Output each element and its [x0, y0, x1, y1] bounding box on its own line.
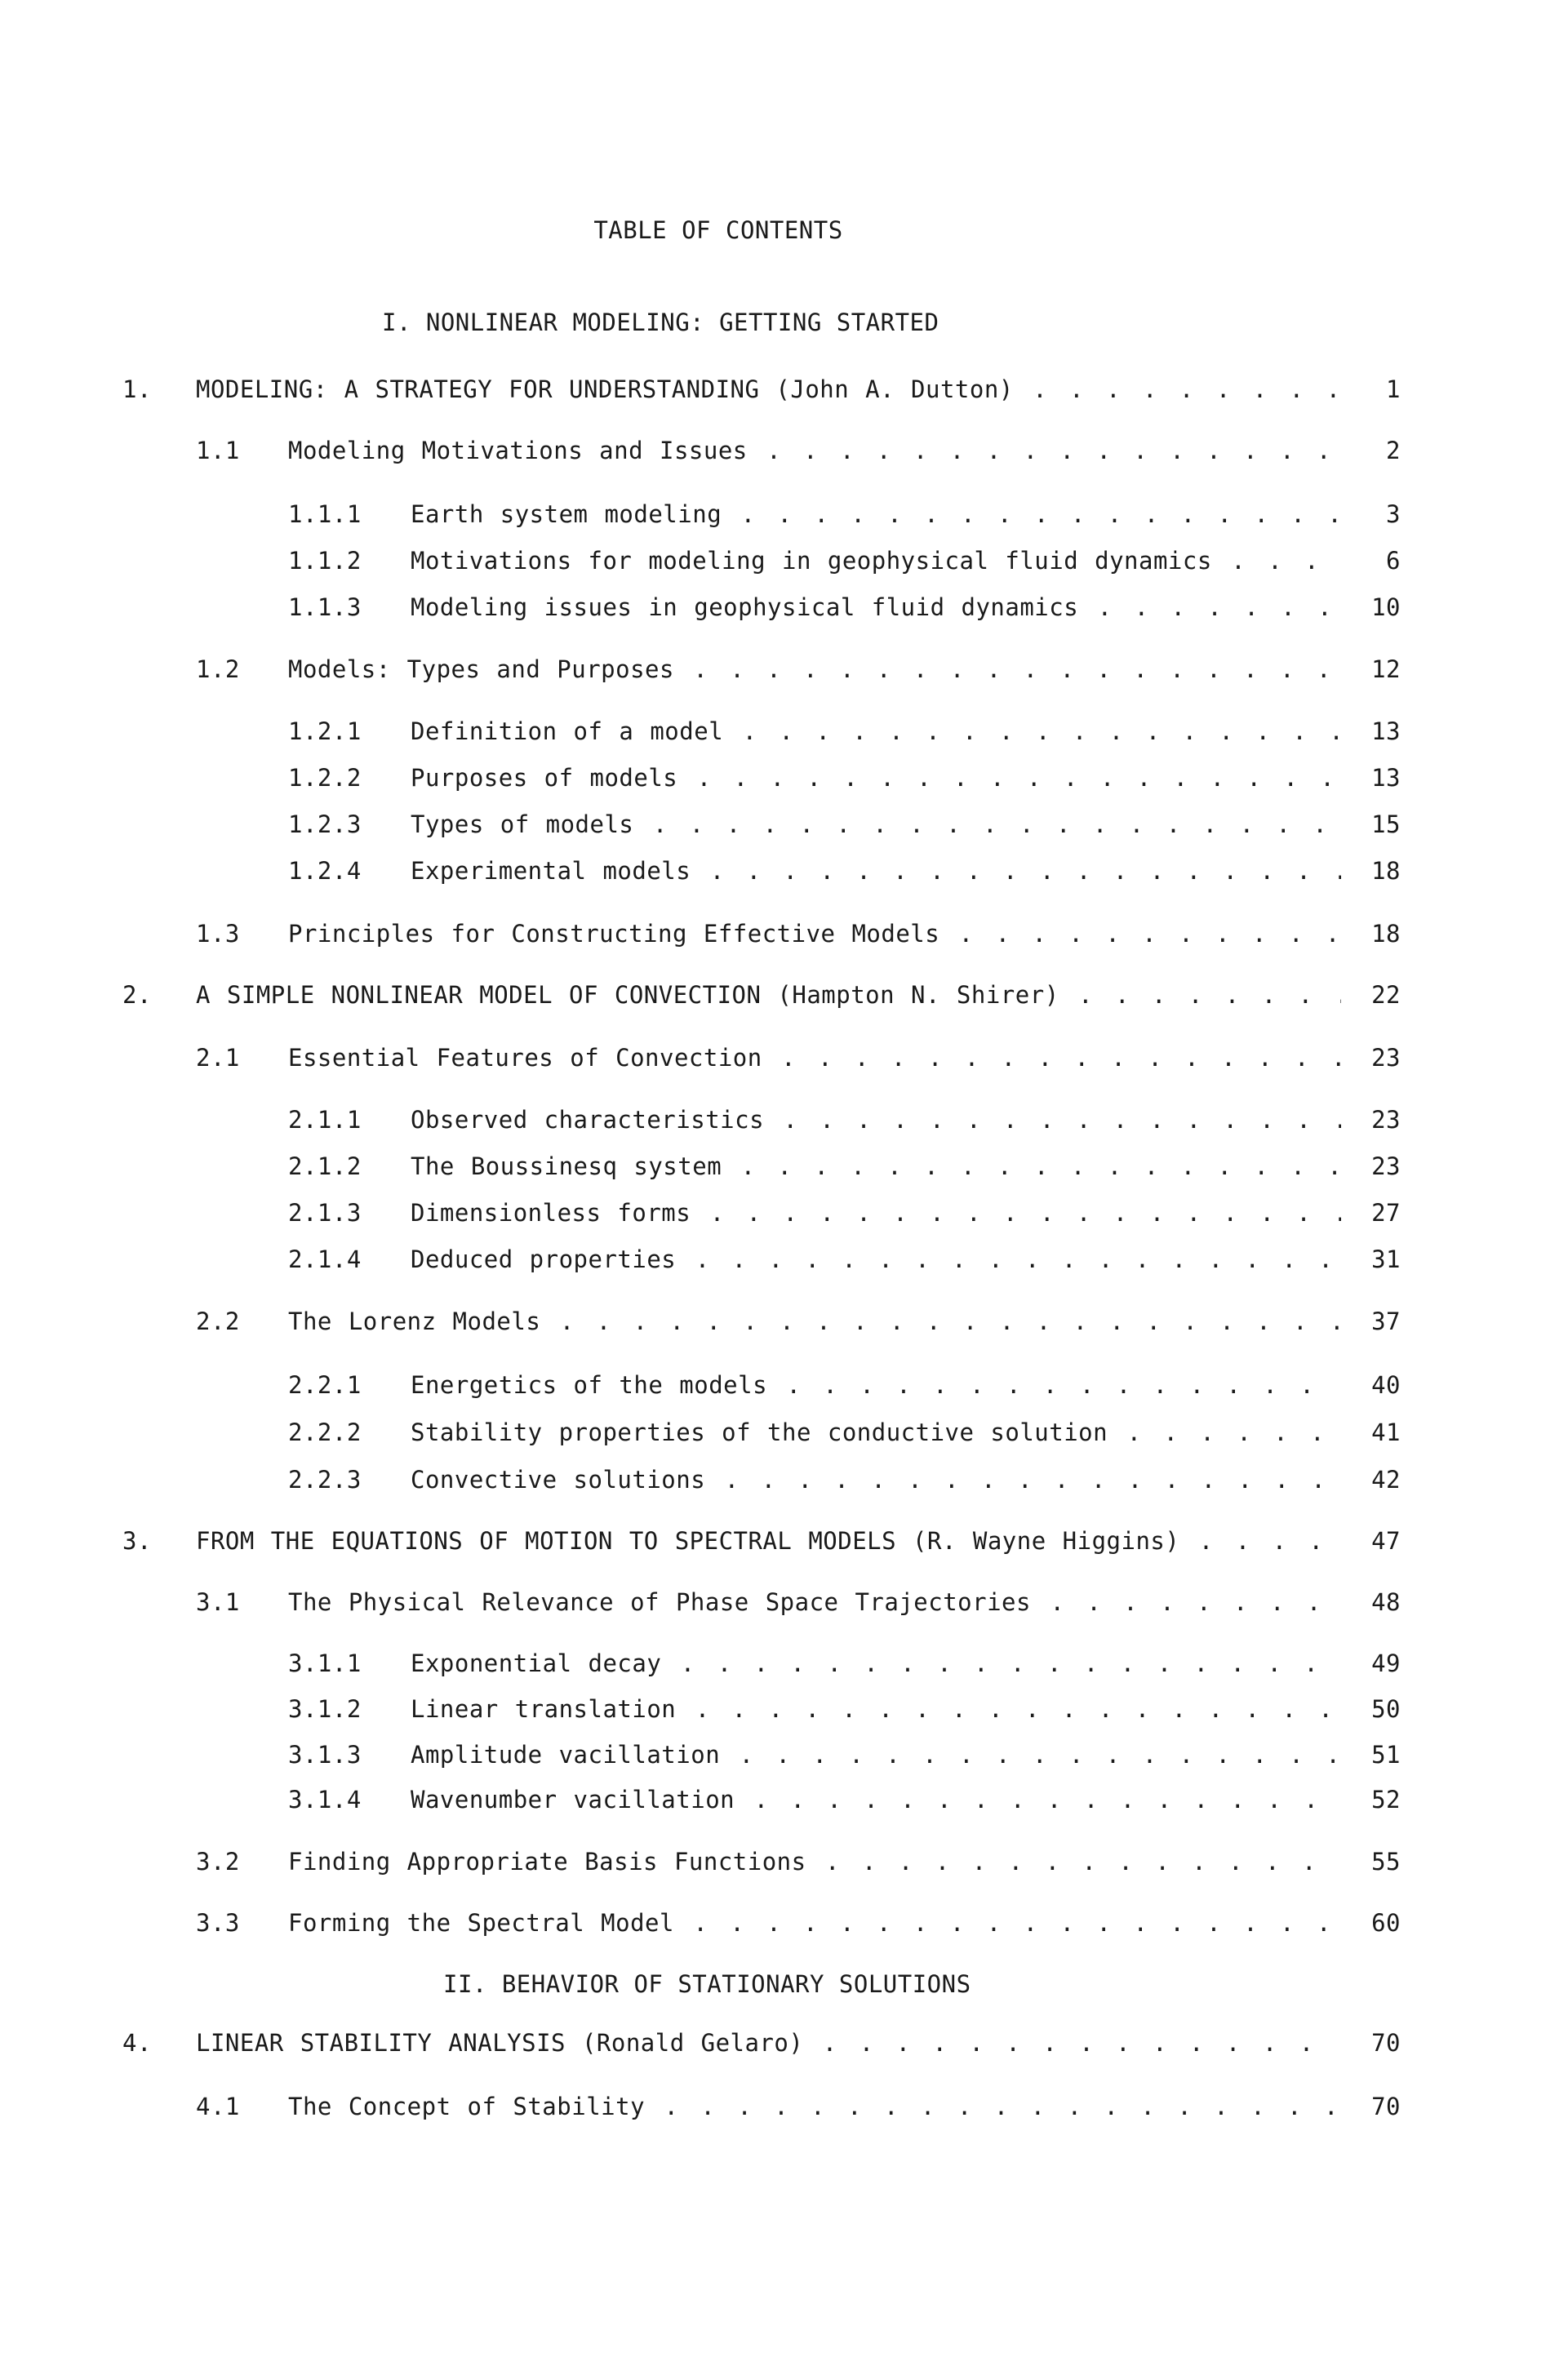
- entry-label: LINEAR STABILITY ANALYSIS (Ronald Gelaro) . . .: [196, 2025, 1341, 2061]
- entry-label: A SIMPLE NONLINEAR MODEL OF CONVECTION (Hampton N. Shirer) . . .: [196, 977, 1341, 1013]
- entry-number: 1.2.1: [288, 717, 362, 745]
- entry-page: 49: [1371, 1649, 1401, 1677]
- entry-page: 15: [1371, 810, 1401, 838]
- toc-entry-subsection-1-2-4[interactable]: [0, 853, 1568, 889]
- entry-label: Definition of a model . . .: [411, 713, 1341, 749]
- entry-page: 27: [1371, 1199, 1401, 1227]
- entry-label: Energetics of the models . . .: [411, 1367, 1341, 1403]
- toc-entry-subsection-2-1-3[interactable]: [0, 1195, 1568, 1231]
- toc-entry-subsection-1-1-1[interactable]: [0, 496, 1568, 532]
- toc-entry-section-2-2[interactable]: [0, 1303, 1568, 1339]
- toc-entry-section-3-1[interactable]: [0, 1584, 1568, 1620]
- entry-number: 3.1.4: [288, 1786, 362, 1814]
- entry-label: Types of models . . .: [411, 806, 1341, 842]
- toc-entry-subsection-1-2-2[interactable]: [0, 760, 1568, 796]
- entry-page: 18: [1371, 857, 1401, 885]
- entry-label: Essential Features of Convection . . .: [288, 1040, 1341, 1076]
- toc-entry-subsection-3-1-1[interactable]: [0, 1645, 1568, 1681]
- toc-entry-subsection-2-1-4[interactable]: [0, 1241, 1568, 1277]
- entry-label: FROM THE EQUATIONS OF MOTION TO SPECTRAL MODELS (R. Wayne Higgins) . . .: [196, 1523, 1341, 1559]
- entry-label: Finding Appropriate Basis Functions . . .: [288, 1844, 1341, 1880]
- entry-page: 18: [1371, 920, 1401, 948]
- entry-label: Wavenumber vacillation . . .: [411, 1782, 1341, 1818]
- entry-label: Modeling issues in geophysical fluid dynamics . . .: [411, 589, 1341, 625]
- entry-label: Exponential decay . . .: [411, 1645, 1341, 1681]
- toc-entry-section-4-1[interactable]: [0, 2089, 1568, 2124]
- entry-number: 2.2.2: [288, 1418, 362, 1446]
- toc-entry-chapter-1[interactable]: [0, 371, 1568, 407]
- entry-label: Linear translation . . .: [411, 1691, 1341, 1727]
- entry-number: 3.1.3: [288, 1741, 362, 1769]
- toc-entry-subsection-2-2-2[interactable]: [0, 1414, 1568, 1450]
- entry-number: 2.1.2: [288, 1152, 362, 1180]
- entry-page: 48: [1371, 1588, 1401, 1616]
- entry-number: 1.1.1: [288, 500, 362, 528]
- toc-entry-subsection-1-2-1[interactable]: [0, 713, 1568, 749]
- entry-number: 3.3: [196, 1909, 240, 1937]
- entry-page: 51: [1371, 1741, 1401, 1769]
- entry-number: 2.1.3: [288, 1199, 362, 1227]
- entry-label: Models: Types and Purposes . . .: [288, 651, 1341, 687]
- entry-label: The Boussinesq system . . .: [411, 1148, 1341, 1184]
- toc-entry-section-1-3[interactable]: [0, 916, 1568, 952]
- toc-entry-chapter-2[interactable]: [0, 977, 1568, 1013]
- entry-number: 1.2: [196, 655, 240, 683]
- entry-number: 4.1: [196, 2093, 240, 2120]
- entry-label: Experimental models . . .: [411, 853, 1341, 889]
- entry-number: 3.1.2: [288, 1695, 362, 1723]
- toc-entry-section-1-1[interactable]: [0, 433, 1568, 468]
- part-heading-2: II. BEHAVIOR OF STATIONARY SOLUTIONS: [443, 1970, 971, 1998]
- entry-label: Stability properties of the conductive solution . . .: [411, 1414, 1341, 1450]
- toc-entry-section-1-2[interactable]: [0, 651, 1568, 687]
- entry-number: 4.: [122, 2029, 152, 2057]
- entry-label: Motivations for modeling in geophysical fluid dynamics . . .: [411, 543, 1341, 579]
- entry-page: 37: [1371, 1307, 1401, 1335]
- toc-entry-subsection-2-1-2[interactable]: [0, 1148, 1568, 1184]
- entry-number: 2.2.1: [288, 1371, 362, 1399]
- entry-page: 13: [1371, 764, 1401, 792]
- entry-page: 1: [1386, 375, 1401, 403]
- entry-label: Observed characteristics . . .: [411, 1102, 1341, 1138]
- entry-page: 42: [1371, 1466, 1401, 1494]
- entry-number: 1.1: [196, 437, 240, 464]
- entry-number: 2.2: [196, 1307, 240, 1335]
- entry-label: Amplitude vacillation . . .: [411, 1737, 1341, 1773]
- entry-number: 1.: [122, 375, 152, 403]
- entry-number: 1.2.4: [288, 857, 362, 885]
- entry-number: 1.2.3: [288, 810, 362, 838]
- entry-page: 31: [1371, 1245, 1401, 1273]
- toc-entry-subsection-2-2-3[interactable]: [0, 1462, 1568, 1498]
- entry-label: MODELING: A STRATEGY FOR UNDERSTANDING (John A. Dutton) . . .: [196, 371, 1341, 407]
- entry-number: 2.1.4: [288, 1245, 362, 1273]
- entry-page: 50: [1371, 1695, 1401, 1723]
- entry-number: 1.3: [196, 920, 240, 948]
- entry-number: 3.1: [196, 1588, 240, 1616]
- part-heading-1: I. NONLINEAR MODELING: GETTING STARTED: [382, 309, 939, 336]
- page-title: TABLE OF CONTENTS: [593, 216, 843, 244]
- toc-entry-subsection-3-1-4[interactable]: [0, 1782, 1568, 1818]
- toc-entry-chapter-3[interactable]: [0, 1523, 1568, 1559]
- entry-page: 52: [1371, 1786, 1401, 1814]
- entry-page: 10: [1371, 593, 1401, 621]
- entry-page: 13: [1371, 717, 1401, 745]
- entry-page: 70: [1371, 2029, 1401, 2057]
- entry-number: 3.2: [196, 1848, 240, 1876]
- toc-entry-section-3-3[interactable]: [0, 1905, 1568, 1941]
- toc-entry-subsection-2-1-1[interactable]: [0, 1102, 1568, 1138]
- toc-entry-subsection-3-1-2[interactable]: [0, 1691, 1568, 1727]
- entry-page: 47: [1371, 1527, 1401, 1555]
- entry-page: 41: [1371, 1418, 1401, 1446]
- toc-entry-subsection-2-2-1[interactable]: [0, 1367, 1568, 1403]
- entry-label: Principles for Constructing Effective Models . . .: [288, 916, 1341, 952]
- entry-label: Earth system modeling . . .: [411, 496, 1341, 532]
- toc-entry-section-3-2[interactable]: [0, 1844, 1568, 1880]
- entry-page: 22: [1371, 981, 1401, 1009]
- entry-number: 2.1: [196, 1044, 240, 1072]
- entry-number: 3.1.1: [288, 1649, 362, 1677]
- entry-label: Purposes of models . . .: [411, 760, 1341, 796]
- entry-label: Convective solutions . . .: [411, 1462, 1341, 1498]
- entry-page: 23: [1371, 1152, 1401, 1180]
- toc-entry-subsection-1-1-2[interactable]: [0, 543, 1568, 579]
- toc-entry-subsection-1-1-3[interactable]: [0, 589, 1568, 625]
- entry-label: Dimensionless forms . . .: [411, 1195, 1341, 1231]
- entry-page: 23: [1371, 1044, 1401, 1072]
- entry-number: 1.2.2: [288, 764, 362, 792]
- entry-number: 1.1.3: [288, 593, 362, 621]
- entry-page: 40: [1371, 1371, 1401, 1399]
- entry-label: The Physical Relevance of Phase Space Trajectories . . .: [288, 1584, 1341, 1620]
- entry-page: 12: [1371, 655, 1401, 683]
- entry-page: 2: [1386, 437, 1401, 464]
- entry-number: 1.1.2: [288, 547, 362, 575]
- entry-page: 23: [1371, 1106, 1401, 1134]
- toc-entry-section-2-1[interactable]: [0, 1040, 1568, 1076]
- toc-entry-chapter-4[interactable]: [0, 2025, 1568, 2061]
- toc-entry-subsection-3-1-3[interactable]: [0, 1737, 1568, 1773]
- entry-number: 3.: [122, 1527, 152, 1555]
- entry-page: 55: [1371, 1848, 1401, 1876]
- entry-page: 6: [1386, 547, 1401, 575]
- toc-entry-subsection-1-2-3[interactable]: [0, 806, 1568, 842]
- entry-page: 60: [1371, 1909, 1401, 1937]
- entry-page: 70: [1371, 2093, 1401, 2120]
- entry-page: 3: [1386, 500, 1401, 528]
- entry-label: Modeling Motivations and Issues . . .: [288, 433, 1341, 468]
- entry-label: The Lorenz Models . . .: [288, 1303, 1341, 1339]
- entry-number: 2.2.3: [288, 1466, 362, 1494]
- entry-number: 2.1.1: [288, 1106, 362, 1134]
- entry-label: Deduced properties . . .: [411, 1241, 1341, 1277]
- entry-label: Forming the Spectral Model . . .: [288, 1905, 1341, 1941]
- entry-number: 2.: [122, 981, 152, 1009]
- entry-label: The Concept of Stability . . .: [288, 2089, 1341, 2124]
